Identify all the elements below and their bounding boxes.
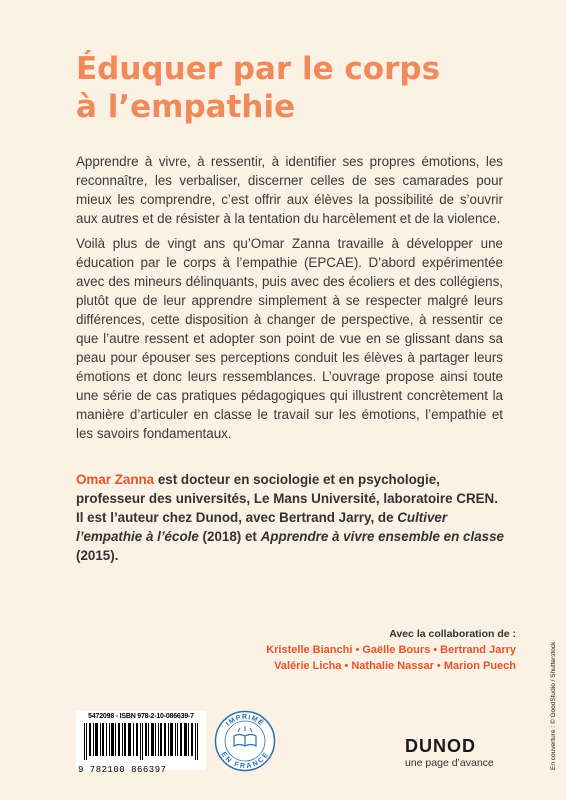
isbn-line: 5472098 - ISBN 978-2-10-086639-7 — [88, 713, 194, 720]
seal-top-text: IMPRIMÉ — [224, 714, 265, 728]
title-line-1: Éduquer par le corps — [76, 51, 441, 87]
title-line-2: à l’empathie — [76, 89, 296, 125]
barcode-digits: 9 782100 866397 — [78, 765, 167, 775]
publisher-tagline: une page d’avance — [405, 757, 494, 769]
bio-text-3: (2015). — [76, 548, 119, 563]
seal-bottom-text: EN FRANCE — [219, 751, 271, 771]
book-title — [76, 50, 516, 126]
imprime-en-france-seal — [214, 710, 276, 772]
bio-text-2: (2018) et — [198, 529, 261, 544]
blurb-paragraph-2: Voilà plus de vingt ans qu’Omar Zanna travaille à développer une éducation par le corps à l’empathie (EPCAE). D’abord expérimentée avec des mineurs délinquants, puis avec des écoliers et des collégiens, plutôt que de leur apprendre simplement à se respecter malgré leurs différences, cette disposition à changer de perspective, à ressentir ce que l’autre ressent et adopter son point de vue en se glissant dans sa peau pour épouser ses perceptions conduit les élèves à partager leurs émotions et donc leurs ressemblances. L’ouvrage propose ainsi toute une série de cas pratiques pédagogiques qui illustrent concrètement la manière d’articuler en classe le travail sur les émotions, l’empathie et les savoirs fondamentaux. — [76, 236, 503, 441]
collab-line-1: Kristelle Bianchi • Gaëlle Bours • Bertrand Jarry — [266, 644, 516, 656]
bio-book-2: Apprendre à vivre ensemble en classe — [260, 529, 504, 544]
book-blurb — [76, 152, 503, 449]
bio-text-1: est docteur en sociologie et en psychologie, professeur des universités, Le Mans Université, laboratoire CREN. Il est l’auteur chez Dunod, avec Bertrand Jarry, de — [76, 472, 498, 525]
cover-credit: En couverture : © GoodStudio / Shutterstock — [550, 641, 557, 770]
author-bio — [76, 470, 506, 565]
publisher-logo — [405, 736, 494, 769]
bio-book-1: Cultiver l’empathie à l’école — [76, 510, 448, 544]
blurb-paragraph-1: Apprendre à vivre, à ressentir, à identifier ses propres émotions, les reconnaître, les verbaliser, discerner celles de ses camarades pour mieux les comprendre, c’est offrir aux élèves la possibilité de s’ouvrir aux autres et de résister à la tentation du harcèlement et de la violence. — [76, 154, 503, 226]
barcode-bars — [84, 723, 202, 760]
collab-line-2: Valérie Licha • Nathalie Nassar • Marion Puech — [274, 660, 516, 672]
publisher-name: DUNOD — [405, 736, 476, 756]
author-name: Omar Zanna — [76, 472, 155, 487]
collaborators — [216, 626, 516, 674]
collab-heading: Avec la collaboration de : — [389, 628, 516, 640]
barcode — [76, 711, 206, 775]
